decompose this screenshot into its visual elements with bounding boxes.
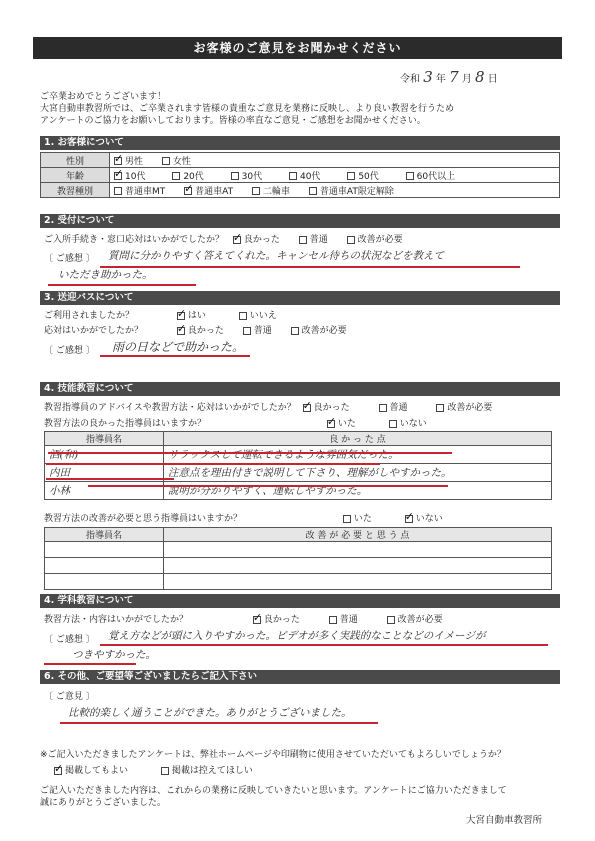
date-month: 7 — [449, 68, 459, 86]
checkbox-publish-ok[interactable] — [54, 767, 62, 775]
checkbox-motorcycle[interactable] — [252, 187, 260, 195]
col-improve-points: 改 善 が 必 要 と 思 う 点 — [164, 528, 552, 542]
checkbox-reception-good[interactable] — [233, 236, 241, 244]
reception-question: ご入所手続き・窓口応対はいかがでしたか？ — [44, 235, 225, 245]
academic-question-row — [44, 612, 459, 625]
good-point-underline-0 — [48, 452, 452, 454]
reception-comment-line-1: 質問に分かりやすく答えてくれた。キャンセル待ちの状況などを教えて — [108, 250, 444, 262]
reception-underline-2 — [48, 284, 196, 286]
age-20s-label: 20代 — [183, 171, 204, 182]
improve-inst-yes-label: いた — [353, 514, 372, 524]
date-day: 8 — [475, 68, 485, 86]
thanks-line-1: ご記入いただきました内容は、これからの業務に反映していきたいと思います。アンケートにご協力いただきまして — [40, 786, 507, 796]
skill-good-label: 良かった — [313, 403, 350, 413]
reception-comment-label: 〔 ご感想 〕 — [44, 254, 95, 264]
checkbox-skill-good[interactable] — [303, 404, 311, 412]
section-bus-head: 3. 送迎バスについて — [40, 291, 560, 305]
bus-comment: 雨の日などで助かった。 — [112, 340, 245, 354]
skill-normal-label: 普通 — [389, 403, 408, 413]
date-year-unit: 年 — [435, 74, 446, 85]
checkbox-bus-yes[interactable] — [177, 312, 185, 320]
checkbox-reception-normal[interactable] — [299, 236, 307, 244]
page-title: お客様のご意見をお聞かせください — [33, 37, 562, 59]
customer-table — [40, 152, 560, 198]
checkbox-skill-improve[interactable] — [436, 404, 444, 412]
table-row — [45, 558, 552, 574]
academic-underline-1 — [100, 644, 548, 646]
intro-line-3: アンケートのご協力をお願いしております。皆様の率直なご意見・ご感想をお聞かせください。 — [40, 116, 426, 126]
checkbox-bus-no[interactable] — [239, 312, 247, 320]
checkbox-publish-no[interactable] — [161, 767, 169, 775]
improve-instructor-table — [44, 527, 552, 590]
reception-underline-1 — [100, 266, 520, 268]
good-instructor-question: 教習方法の良かった指導員はいますか？ — [44, 419, 207, 429]
academic-normal-label: 普通 — [339, 615, 358, 625]
checkbox-age-20s[interactable] — [172, 172, 180, 180]
type-at-limit-label: 普通車AT限定解除 — [319, 186, 394, 197]
age-40s-label: 40代 — [299, 171, 321, 182]
instructor-underline-2 — [46, 478, 174, 480]
intro-line-2: 大宮自動車教習所では、ご卒業されます皆様の貴重なご意見を業務に反映し、より良い教習を行うため — [40, 104, 455, 114]
intro-text — [40, 91, 560, 127]
female-label: 女性 — [172, 156, 191, 167]
publish-no-label: 掲載は控えてほしい — [171, 766, 253, 776]
checkbox-age-10s[interactable] — [114, 172, 122, 180]
col-improve-instructor-name: 指導員名 — [45, 528, 164, 542]
checkbox-at-limit-release[interactable] — [309, 187, 317, 195]
academic-comment-label: 〔 ご感想 〕 — [44, 635, 95, 645]
reception-question-row — [44, 232, 564, 245]
checkbox-age-30s[interactable] — [231, 172, 239, 180]
good-inst-yes-label: いた — [337, 419, 356, 429]
gender-options — [110, 153, 560, 168]
age-label: 年齢 — [41, 168, 110, 183]
bus-yes-label: はい — [187, 311, 206, 321]
checkbox-reception-improve[interactable] — [347, 236, 355, 244]
table-row — [45, 446, 552, 464]
section-academic-head: 4. 学科教習について — [40, 594, 560, 608]
other-underline — [60, 722, 378, 724]
school-name: 大宮自動車教習所 — [466, 815, 543, 826]
checkbox-age-50s[interactable] — [347, 172, 355, 180]
checkbox-improve-inst-yes[interactable] — [343, 515, 351, 523]
thanks-text — [40, 785, 560, 809]
date-era: 令和 — [400, 74, 420, 85]
bus-no-label: いいえ — [249, 311, 277, 321]
checkbox-male[interactable] — [114, 157, 122, 165]
checkbox-female[interactable] — [162, 157, 170, 165]
improve-inst-no-label: いない — [415, 514, 443, 524]
checkbox-bus-good[interactable] — [177, 327, 185, 335]
bus-use-question: ご利用されましたか？ — [44, 311, 135, 321]
checkbox-mt[interactable] — [114, 187, 122, 195]
date-month-unit: 月 — [461, 74, 472, 85]
good-instructor-row — [44, 416, 443, 429]
academic-underline-2 — [44, 663, 136, 665]
checkbox-bus-normal[interactable] — [243, 327, 251, 335]
section-other-head: 6. その他、ご要望等ございましたらご記入下さい — [40, 670, 560, 684]
course-type-label: 教習種別 — [41, 183, 110, 198]
good-point: リラックスして運転できるような雰囲気だった。 — [164, 446, 552, 464]
col-good-points: 良 か っ た 点 — [164, 432, 552, 446]
bus-service-row — [44, 323, 363, 336]
checkbox-academic-normal[interactable] — [329, 616, 337, 624]
other-comment: 比較的楽しく通うことができた。ありがとうございました。 — [68, 707, 352, 719]
good-instructor-table — [44, 431, 552, 500]
checkbox-age-60s[interactable] — [406, 172, 414, 180]
section-reception-head: 2. 受付について — [40, 214, 560, 228]
good-inst-no-label: いない — [399, 419, 427, 429]
checkbox-bus-improve[interactable] — [291, 327, 299, 335]
date-year: 3 — [423, 68, 433, 86]
checkbox-skill-normal[interactable] — [379, 404, 387, 412]
bus-normal-label: 普通 — [253, 326, 272, 336]
col-instructor-name: 指導員名 — [45, 432, 164, 446]
academic-good-label: 良かった — [263, 615, 300, 625]
checkbox-good-inst-no[interactable] — [389, 420, 397, 428]
skill-question-row — [44, 400, 564, 413]
bus-service-question: 応対はいかがでしたか？ — [44, 326, 144, 336]
section-customer-head: 1. お客様について — [40, 136, 560, 150]
checkbox-academic-improve[interactable] — [387, 616, 395, 624]
male-label: 男性 — [125, 156, 144, 167]
age-options — [110, 168, 560, 183]
bus-good-label: 良かった — [187, 326, 224, 336]
date-line — [400, 68, 570, 86]
good-point-underline-2 — [88, 485, 448, 487]
age-60s-label: 60代以上 — [416, 171, 456, 182]
instructor-name: 酒(和) — [45, 446, 164, 464]
publish-ok-label: 掲載してもよい — [65, 766, 129, 776]
improve-instructor-question: 教習方法の改善が必要と思う指導員はいますか？ — [44, 514, 243, 524]
bus-underline — [100, 355, 250, 357]
bus-improve-label: 改善が必要 — [301, 326, 347, 336]
checkbox-academic-good[interactable] — [253, 616, 261, 624]
table-row — [45, 542, 552, 558]
academic-improve-label: 改善が必要 — [397, 615, 443, 625]
academic-question: 教習方法・内容はいかがでしたか？ — [44, 615, 189, 625]
good-point-underline-1 — [100, 463, 380, 465]
good-point: 注意点を理由付きで説明して下さり、理解がしやすかった。 — [164, 464, 552, 482]
improve-instructor-row — [44, 511, 459, 524]
checkbox-age-40s[interactable] — [289, 172, 297, 180]
instructor-name: 小林 — [45, 482, 164, 500]
other-comment-label: 〔 ご意見 〕 — [44, 692, 95, 702]
skill-question: 教習指導員のアドバイスや教習方法・応対はいかがでしたか？ — [44, 403, 296, 413]
reception-comment-line-2: いただき助かった。 — [58, 269, 153, 281]
skill-improve-label: 改善が必要 — [447, 403, 493, 413]
checkbox-good-inst-yes[interactable] — [327, 420, 335, 428]
reception-normal-label: 普通 — [309, 235, 328, 245]
academic-comment-line-1: 覚え方などが頭に入りやすかった。ビデオが多く実践的なことなどのイメージが — [108, 630, 486, 642]
intro-line-1: ご卒業おめでとうございます！ — [40, 92, 167, 102]
bus-comment-label: 〔 ご感想 〕 — [44, 346, 95, 356]
thanks-line-2: 誠にありがとうございました。 — [40, 798, 167, 808]
age-30s-label: 30代 — [241, 171, 263, 182]
gender-label: 性別 — [41, 153, 110, 168]
reception-good-label: 良かった — [243, 235, 280, 245]
academic-comment-line-2: つきやすかった。 — [72, 649, 156, 661]
section-skill-head: 4. 技能教習について — [40, 382, 560, 396]
reception-improve-label: 改善が必要 — [357, 235, 403, 245]
publish-question: ※ご記入いただきましたアンケートは、弊社ホームページや印刷物に使用させていただいてもよろしいでしょうか？ — [40, 750, 506, 760]
checkbox-improve-inst-no[interactable] — [405, 515, 413, 523]
table-row — [45, 574, 552, 590]
type-mt-label: 普通車MT — [125, 186, 166, 197]
type-at-label: 普通車AT — [195, 186, 234, 197]
publish-options-row — [54, 763, 269, 776]
type-motorcycle-label: 二輪車 — [262, 186, 290, 197]
course-type-options — [110, 183, 560, 198]
bus-use-row — [44, 308, 293, 321]
age-10s-label: 10代 — [125, 171, 146, 182]
instructor-name: 内田 — [45, 464, 164, 482]
checkbox-at[interactable] — [184, 187, 192, 195]
age-50s-label: 50代 — [358, 171, 379, 182]
date-day-unit: 日 — [487, 74, 498, 85]
good-point: 説明が分かりやすく、運転しやすかった。 — [164, 482, 552, 500]
